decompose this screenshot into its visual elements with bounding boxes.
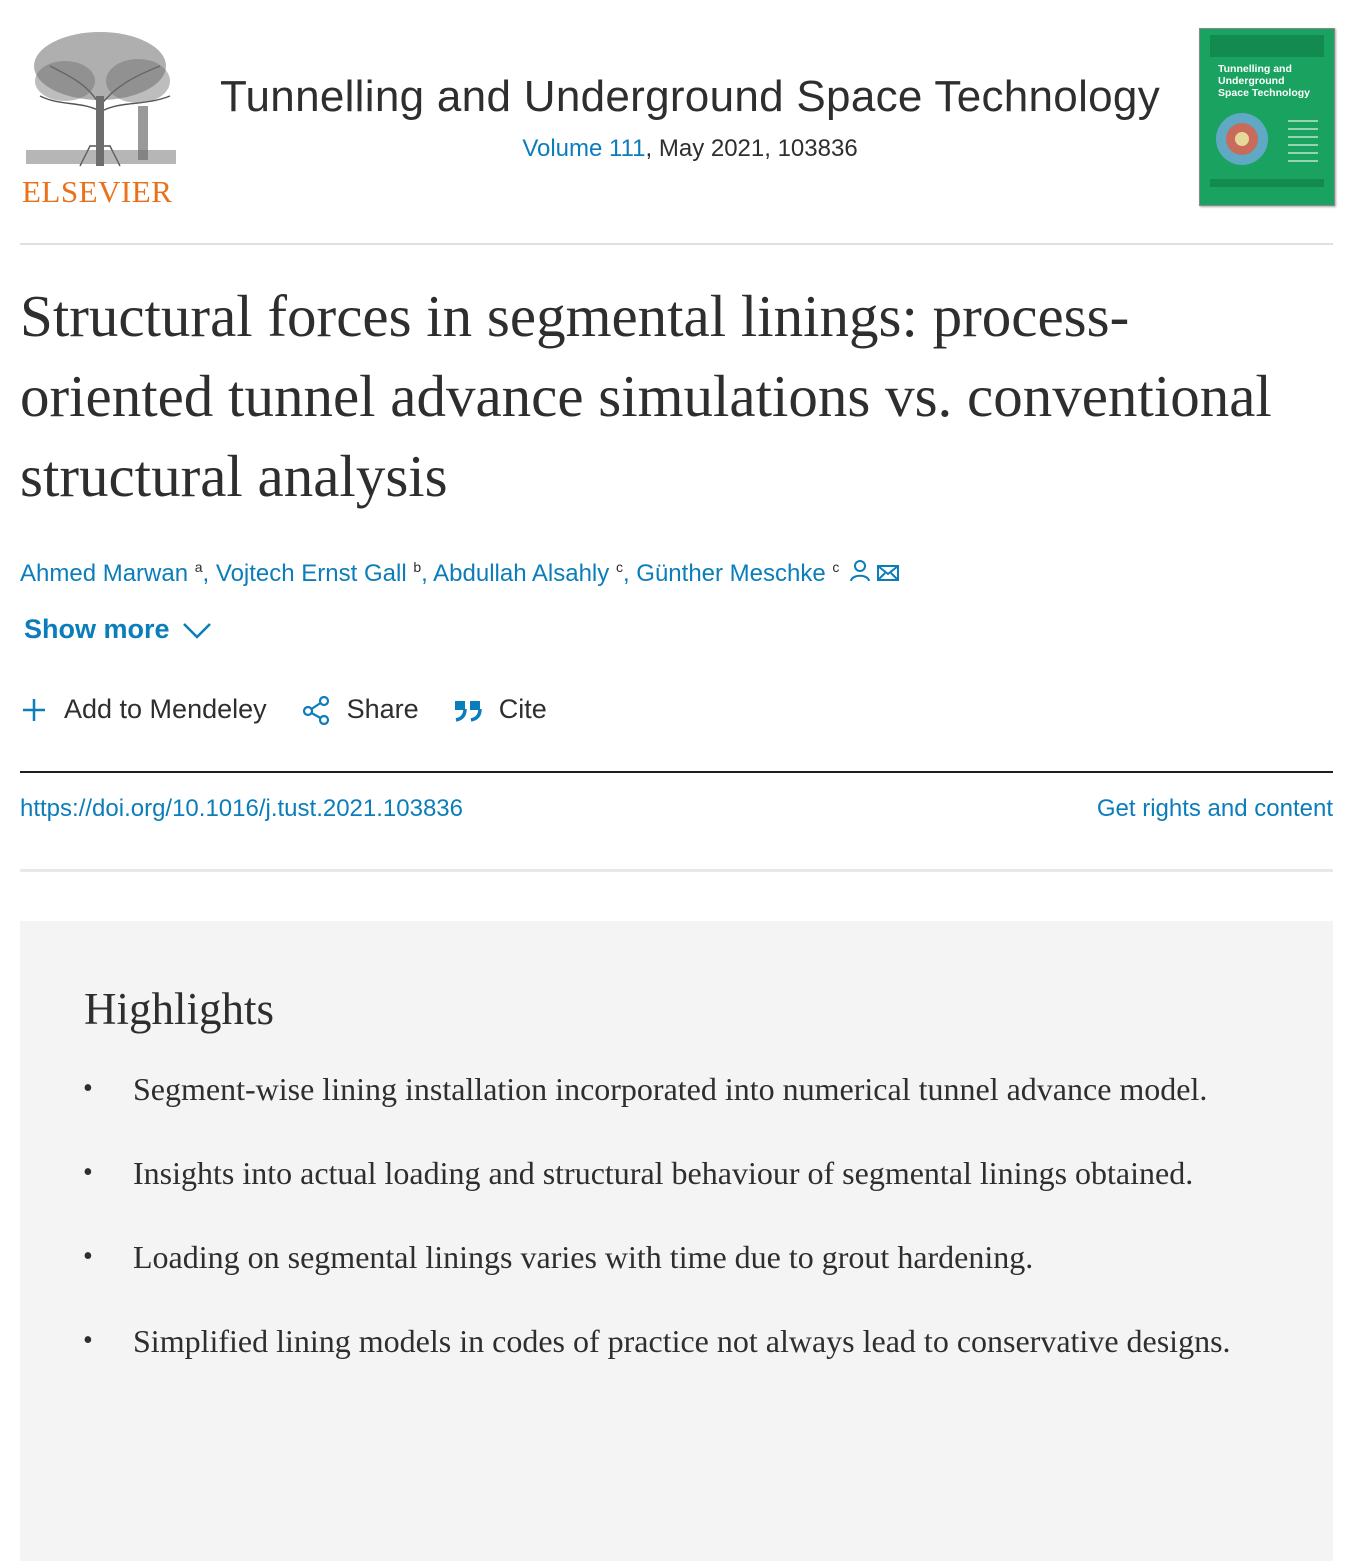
author-link[interactable]: Vojtech Ernst Gall $^b$ — [215, 559, 422, 587]
author-link[interactable]: Günther Meschke $^c$ — [636, 559, 840, 587]
list-item: • Loading on segmental linings varies with time due to grout hardening. — [20, 1231, 1253, 1283]
cover-artwork — [1200, 29, 1334, 205]
cite-button[interactable] — [453, 694, 547, 725]
highlights-heading: Highlights — [84, 984, 275, 1034]
author-list: Ahmed Marwan $^a$, Vojtech Ernst Gall $^b$, Abdullah Alsahly $^c$, Günther Meschke $^c$ — [20, 549, 899, 593]
article-title: Structural forces in segmental linings: process-oriented tunnel advance simulations vs. conventional structural analysis — [20, 283, 1272, 509]
journal-cover[interactable] — [1199, 28, 1335, 206]
cite-label: Cite — [498, 694, 547, 724]
author-link[interactable]: Abdullah Alsahly $^c$ — [433, 559, 623, 587]
share-icon — [301, 695, 331, 725]
header-divider — [20, 243, 1333, 245]
issue-details: , May 2021, 103836 — [645, 135, 858, 162]
elsevier-tree-logo — [20, 26, 182, 172]
bullet: • — [83, 1157, 93, 1188]
show-more-button[interactable] — [24, 614, 212, 645]
quote-icon — [453, 697, 483, 723]
highlights-section — [20, 921, 1333, 1561]
list-item: • Insights into actual loading and structural behaviour of segmental linings obtained. — [20, 1147, 1253, 1199]
issue-info — [190, 134, 1190, 164]
chevron-down-icon — [182, 620, 212, 640]
list-item: • Simplified lining models in codes of practice not always lead to conservative designs. — [20, 1315, 1253, 1367]
show-more-label: Show more — [24, 614, 170, 644]
person-icon[interactable] — [850, 560, 870, 582]
plus-icon — [20, 696, 48, 724]
rights-link[interactable]: Get rights and content — [1096, 795, 1333, 822]
author-link[interactable]: Ahmed Marwan $^a$ — [20, 559, 203, 587]
volume-link[interactable]: Volume 111 — [522, 135, 646, 162]
doi-divider — [20, 869, 1333, 872]
doi-link[interactable]: https://doi.org/10.1016/j.tust.2021.103836 — [20, 795, 464, 822]
journal-title[interactable]: Tunnelling and Underground Space Technology — [219, 72, 1160, 121]
article-actions — [20, 694, 581, 725]
journal-header — [20, 26, 1333, 212]
share-label: Share — [346, 694, 419, 724]
bullet: • — [83, 1073, 93, 1104]
bullet: • — [83, 1325, 93, 1356]
mendeley-label: Add to Mendeley — [64, 694, 267, 724]
add-to-mendeley-button[interactable] — [20, 694, 267, 725]
publisher-name: ELSEVIER — [22, 174, 173, 209]
share-button[interactable] — [301, 694, 419, 725]
bullet: • — [83, 1241, 93, 1272]
list-item: • Segment-wise lining installation incorporated into numerical tunnel advance model. — [20, 1063, 1253, 1115]
journal-info — [190, 70, 1190, 164]
elsevier-logo[interactable] — [20, 26, 182, 208]
envelope-icon[interactable] — [877, 564, 899, 582]
corresponding-author-icons — [850, 557, 899, 593]
highlights-list — [20, 1063, 1253, 1399]
cover-title: Tunnelling and Underground Space Technology — [1218, 63, 1310, 99]
actions-divider — [20, 771, 1333, 773]
